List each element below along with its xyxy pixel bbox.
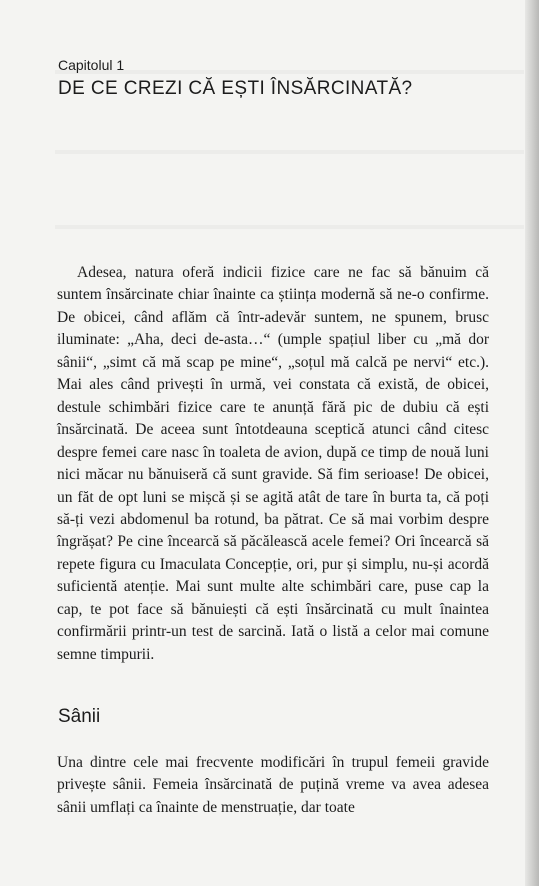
bleed-through <box>55 150 524 154</box>
section-heading: Sânii <box>58 706 101 727</box>
bleed-through <box>55 70 524 74</box>
bleed-through <box>55 225 524 229</box>
chapter-title: DE CE CREZI CĂ EȘTI ÎNSĂRCINATĂ? <box>58 78 413 99</box>
page-edge <box>525 0 539 886</box>
intro-paragraph: Adesea, natura oferă indicii fizice care ne fac să bănuim că suntem însărcinate chiar înainte ca știința modernă să ne-o confirme. De obicei, când aflăm că într-adevăr suntem, ne spunem, brusc iluminate: „Aha, deci de-asta…“ (umple spațiul liber cu „mă dor sânii“, „simt că mă scap pe mine“, „soțul mă calcă pe nervi“ etc.). Mai ales când privești în urmă, vei constata că există, de obicei, destule schimbări fizice care te anunță fără pic de dubiu că ești însărcinată. De aceea sunt întotdeauna sceptică atunci când citesc despre femei care nasc în toaleta de avion, după ce timp de nouă luni nici măcar nu bănuiseră că sunt gravide. Să fim serioase! De obicei, un făt de opt luni se mișcă și se agită atât de tare în burta ta, că poți să-ți vezi abdomenul ba rotund, ba pătrat. Ce să mai vorbim despre îngrășat? Pe cine încearcă să păcălească acele femei? Ori încearcă să repete figura cu Imaculata Concepție, ori, pur și simplu, nu-și acordă suficientă atenție. Mai sunt multe alte schimbări care, puse cap la cap, te pot face să bănuiești că ești însărcinată cu mult înaintea confirmării printr-un test de sarcină. Iată o listă a celor mai comune semne timpurii. <box>57 264 489 663</box>
chapter-label: Capitolul 1 <box>58 57 125 73</box>
section-paragraph: Una dintre cele mai frecvente modificări în trupul femeii gravide privește sânii. Femeia însărcinată de puțină vreme va avea adesea sânii umflați ca înainte de menstruație, dar toate <box>57 754 489 816</box>
